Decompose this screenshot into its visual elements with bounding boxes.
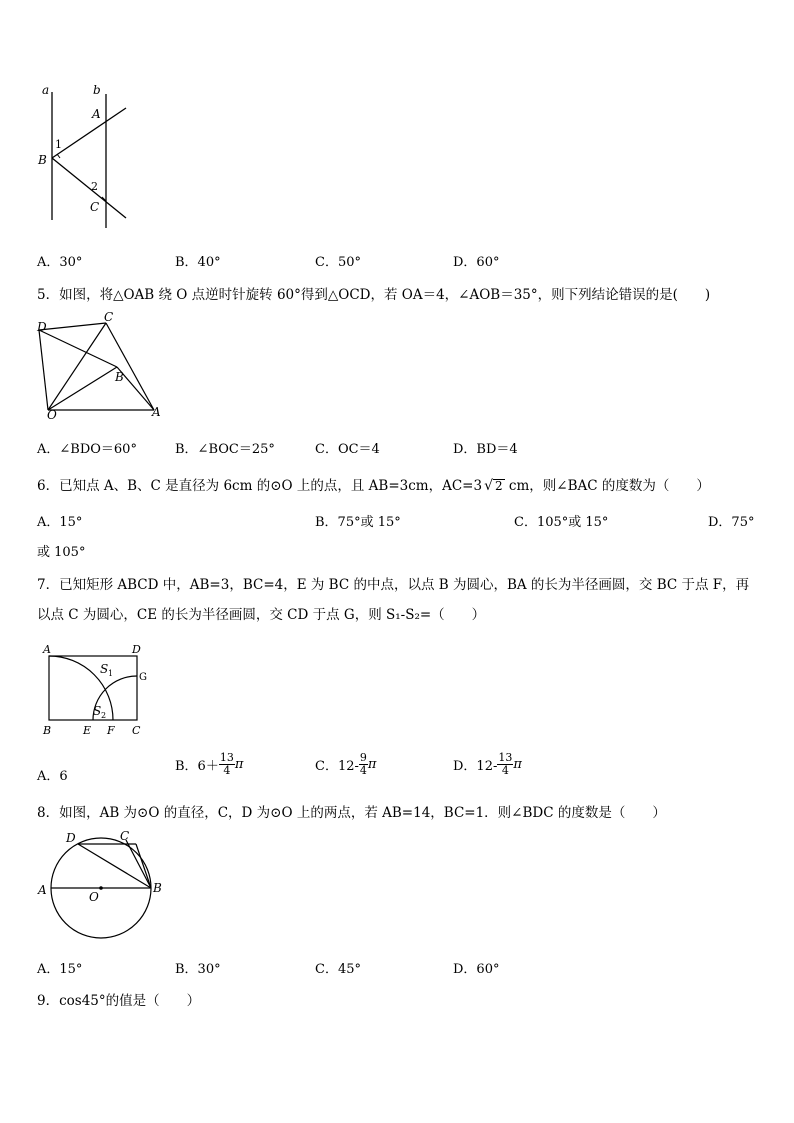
q7-option-b-fraction — [219, 752, 235, 777]
q7-option-c-pi: π — [367, 757, 377, 772]
q9-question: 9．cos45°的值是（ ） — [37, 993, 201, 1009]
q4-option-c: C．50° — [315, 255, 361, 270]
q7-label-B: B — [43, 724, 52, 737]
q8-option-c: C．45° — [315, 962, 361, 977]
q7-option-d-pi: π — [513, 757, 522, 772]
q7-option-d-num: 13 — [498, 751, 513, 764]
q8-option-b: B．30° — [175, 962, 221, 977]
q7-label-C: C — [132, 724, 141, 737]
q6-option-d-cont: 或 105° — [37, 545, 86, 560]
q7-question-line2: 以点 C 为圆心，CE 的长为半径画圆，交 CD 于点 G，则 S₁-S₂=（ ） — [37, 607, 486, 623]
q5-option-d: D．BD＝4 — [453, 442, 518, 457]
q8-question: 8．如图，AB 为⊙O 的直径，C，D 为⊙O 上的两点，若 AB=14，BC=1．则∠BDC 的度数是（ ） — [37, 805, 666, 821]
q4-option-a: A．30° — [37, 255, 83, 270]
q6-option-b: B．75°或 15° — [315, 515, 401, 530]
q7-option-c-fraction — [359, 752, 368, 777]
q7-option-d-den: 4 — [501, 764, 509, 777]
q5-option-a: A．∠BDO＝60° — [37, 442, 137, 457]
q8-option-a: A．15° — [37, 962, 83, 977]
q7-option-b — [175, 752, 243, 777]
q6-option-c: C．105°或 15° — [514, 515, 609, 530]
q7-label-A: A — [43, 643, 51, 656]
q4-label-C: C — [90, 200, 100, 214]
q4-option-d: D．60° — [453, 255, 500, 270]
q5-label-D: D — [37, 320, 47, 334]
q5-question: 5．如图，将△OAB 绕 O 点逆时针旋转 60°得到△OCD，若 OA＝4，∠AOB＝35°，则下列结论错误的是( ) — [37, 287, 711, 303]
q7-label-s2-sub: 2 — [101, 711, 107, 720]
q6-option-a: A．15° — [37, 515, 83, 530]
q7-option-c-num: 9 — [359, 751, 367, 764]
q7-label-F: F — [107, 724, 115, 737]
q7-option-c-den: 4 — [359, 764, 367, 777]
q7-option-d-prefix: D．12- — [453, 759, 498, 774]
q4-label-A: A — [92, 107, 101, 121]
q7-option-c-prefix: C．12- — [315, 759, 359, 774]
q8-figure — [34, 826, 166, 946]
q5-figure — [34, 310, 166, 422]
q7-label-E: E — [83, 724, 92, 737]
q7-question-line1: 7．已知矩形 ABCD 中，AB=3，BC=4，E 为 BC 的中点，以点 B 为圆心，BA 的长为半径画圆，交 BC 于点 F，再 — [37, 577, 750, 593]
q4-label-B: B — [38, 153, 47, 167]
q8-option-d: D．60° — [453, 962, 500, 977]
q7-option-c — [315, 752, 376, 777]
q5-label-A: A — [152, 405, 161, 419]
q6-option-d: D．75° — [708, 515, 755, 530]
q7-option-d — [453, 752, 522, 777]
q6-sqrt-value: 2 — [495, 479, 503, 493]
q7-label-D: D — [132, 643, 141, 656]
q4-label-a: a — [42, 83, 50, 97]
q7-option-b-num: 13 — [219, 751, 234, 764]
q8-label-O: O — [89, 890, 99, 904]
q5-label-B: B — [115, 370, 124, 384]
q6-question — [37, 474, 710, 494]
q8-label-D: D — [66, 831, 76, 845]
q6-text-before: 6．已知点 A、B、C 是直径为 6cm 的⊙O 上的点，且 AB=3cm，AC=3 — [37, 478, 483, 494]
q8-label-B: B — [153, 881, 162, 895]
q4-figure — [30, 80, 140, 240]
q7-option-b-den: 4 — [223, 764, 231, 777]
q7-option-a: A．6 — [37, 769, 68, 784]
q8-label-C: C — [120, 829, 130, 843]
q7-label-G: G — [139, 672, 147, 683]
q7-label-s1: S — [100, 662, 109, 676]
q7-option-d-fraction — [497, 752, 513, 777]
q4-label-b: b — [93, 83, 101, 97]
q6-sqrt-sign: √ — [484, 478, 493, 494]
q4-label-1: 1 — [55, 138, 62, 151]
q7-label-s1-sub: 1 — [108, 669, 114, 678]
q4-option-b: B．40° — [175, 255, 221, 270]
q7-option-b-pi: π — [234, 757, 244, 772]
q6-text-after: cm，则∠BAC 的度数为（ ） — [504, 478, 710, 494]
q7-figure — [38, 640, 158, 740]
q4-label-2: 2 — [91, 180, 98, 193]
q5-option-c: C．OC＝4 — [315, 442, 380, 457]
q8-label-A: A — [38, 883, 47, 897]
q5-option-b: B．∠BOC＝25° — [175, 442, 275, 457]
q7-option-b-prefix: B．6＋ — [175, 759, 219, 774]
q7-label-s2: S — [93, 704, 102, 718]
q5-label-C: C — [104, 310, 114, 324]
q5-label-O: O — [47, 408, 57, 422]
